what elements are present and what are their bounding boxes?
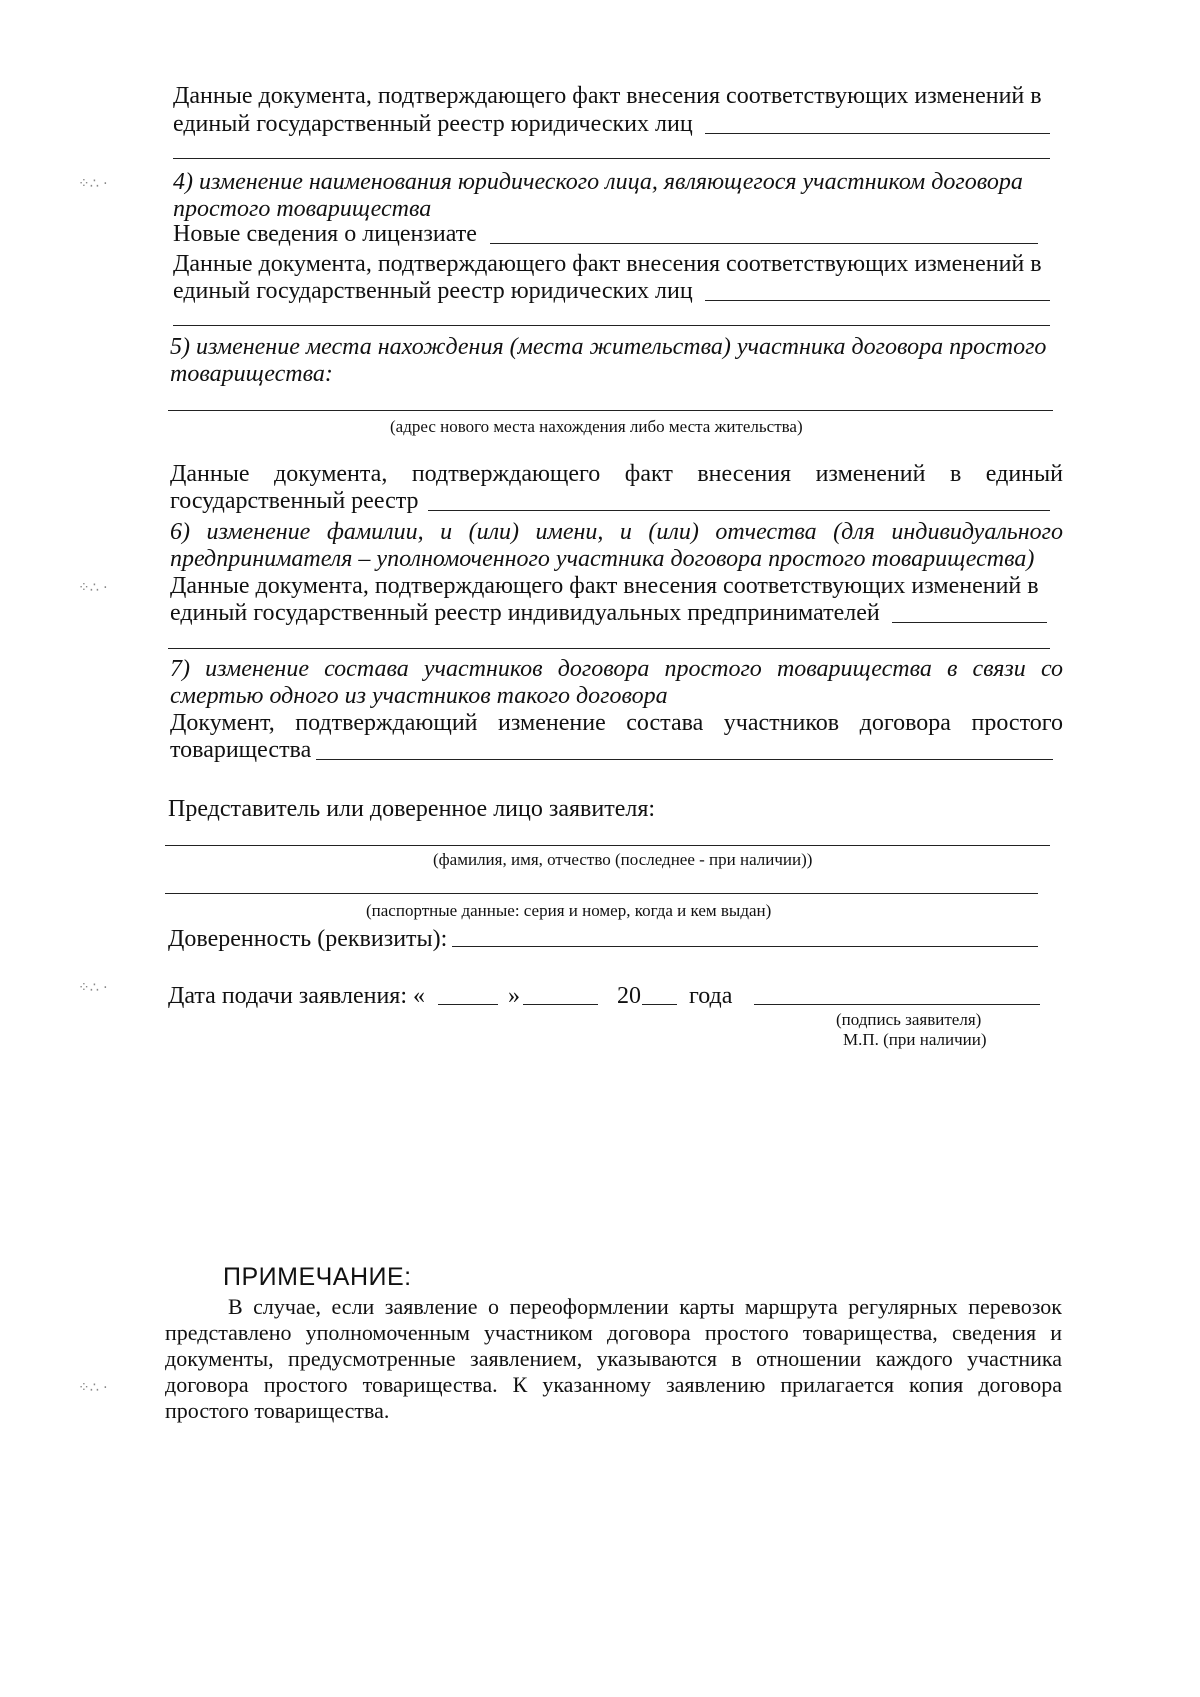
- representative-passport-field[interactable]: [165, 893, 1038, 894]
- s7-title-line-2: смертью одного из участников такого договора: [170, 683, 668, 709]
- s4-doc-line-1: Данные документа, подтверждающего факт внесения соответствующих изменений в: [173, 251, 1042, 277]
- stamp-caption: М.П. (при наличии): [843, 1030, 987, 1049]
- date-label: Дата подачи заявления: «: [168, 983, 426, 1009]
- s5-doc-field[interactable]: [428, 510, 1050, 511]
- representative-passport-caption: (паспортные данные: серия и номер, когда и кем выдан): [366, 901, 772, 920]
- date-year-prefix: 20: [617, 983, 641, 1009]
- signature-caption: (подпись заявителя): [836, 1010, 982, 1029]
- date-year-suffix: года: [689, 983, 733, 1009]
- s6-doc-line-2: единый государственный реестр индивидуальных предпринимателей: [170, 600, 880, 626]
- s7-title-line-1: 7) изменение состава участников договора простого товарищества в связи со: [170, 656, 1063, 682]
- s7-doc-line-1: Документ, подтверждающий изменение состава участников договора простого: [170, 710, 1063, 736]
- note-line: простого товарищества.: [165, 1398, 390, 1423]
- signature-field[interactable]: [754, 1004, 1040, 1005]
- s5-title-line-2: товарищества:: [170, 361, 333, 387]
- s3-doc-line-1: Данные документа, подтверждающего факт внесения соответствующих изменений в: [173, 83, 1042, 109]
- s4-title-line-1: 4) изменение наименования юридического лица, являющегося участником договора: [173, 169, 1023, 195]
- note-line: представлено уполномоченным участником договора простого товарищества, сведения и: [165, 1320, 1062, 1345]
- s7-doc-field[interactable]: [316, 759, 1053, 760]
- scan-speckle: ⁘∴ ·: [78, 1380, 108, 1396]
- s6-doc-field-continuation[interactable]: [168, 648, 1050, 649]
- s4-title-line-2: простого товарищества: [173, 196, 432, 222]
- s4-new-info-label: Новые сведения о лицензиате: [173, 221, 477, 247]
- representative-name-field[interactable]: [165, 845, 1050, 846]
- s4-doc-field-continuation[interactable]: [173, 325, 1050, 326]
- s5-address-caption: (адрес нового места нахождения либо места жительства): [390, 417, 803, 436]
- note-title: ПРИМЕЧАНИЕ:: [223, 1263, 412, 1291]
- s5-doc-line-2: государственный реестр: [170, 488, 419, 514]
- date-year-field[interactable]: [642, 1004, 677, 1005]
- note-line: документы, предусмотренные заявлением, указываются в отношении каждого участника: [165, 1346, 1062, 1371]
- note-body: [165, 1294, 1062, 1424]
- note-line: В случае, если заявление о переоформлении карты маршрута регулярных перевозок: [228, 1294, 1062, 1319]
- s3-doc-field[interactable]: [705, 133, 1050, 134]
- s6-title-line-2: предпринимателя – уполномоченного участника договора простого товарищества): [170, 546, 1035, 572]
- date-close-quote: »: [508, 983, 520, 1009]
- s5-doc-line-1: Данные документа, подтверждающего факт внесения изменений в единый: [170, 461, 1063, 487]
- s4-new-info-field[interactable]: [490, 243, 1038, 244]
- representative-label: Представитель или доверенное лицо заявителя:: [168, 796, 656, 822]
- s3-doc-field-continuation[interactable]: [173, 158, 1050, 159]
- power-of-attorney-label: Доверенность (реквизиты):: [168, 926, 448, 952]
- s5-address-field[interactable]: [168, 410, 1053, 411]
- s6-doc-field[interactable]: [892, 622, 1047, 623]
- s4-doc-field[interactable]: [705, 300, 1050, 301]
- scan-speckle: ⁘∴ ·: [78, 176, 108, 192]
- date-day-field[interactable]: [438, 1004, 498, 1005]
- representative-name-caption: (фамилия, имя, отчество (последнее - при наличии)): [433, 850, 813, 869]
- s6-doc-line-1: Данные документа, подтверждающего факт внесения соответствующих изменений в: [170, 573, 1039, 599]
- s6-title-line-1: 6) изменение фамилии, и (или) имени, и (или) отчества (для индивидуального: [170, 519, 1063, 545]
- date-month-field[interactable]: [523, 1004, 598, 1005]
- s4-doc-line-2: единый государственный реестр юридических лиц: [173, 278, 693, 304]
- scan-speckle: ⁘∴ ·: [78, 580, 108, 596]
- power-of-attorney-field[interactable]: [452, 946, 1038, 947]
- note-line: договора простого товарищества. К указанному заявлению прилагается копия договора: [165, 1372, 1062, 1397]
- s3-doc-line-2: единый государственный реестр юридических лиц: [173, 111, 693, 137]
- s5-title-line-1: 5) изменение места нахождения (места жительства) участника договора простого: [170, 334, 1047, 360]
- scan-speckle: ⁘∴ ·: [78, 980, 108, 996]
- s7-doc-line-2: товарищества: [170, 737, 312, 763]
